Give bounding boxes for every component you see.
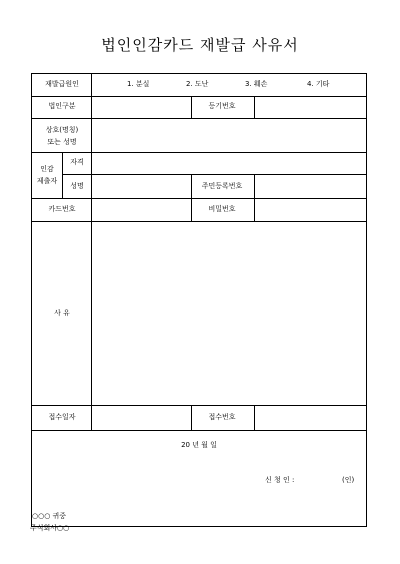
seal-submitter-label-line2: 제출자	[36, 177, 58, 185]
reason-option-damaged: 3. 훼손	[245, 80, 268, 88]
reason-option-other: 4. 기타	[307, 80, 330, 88]
column-divider	[191, 174, 192, 221]
reissue-reason-label: 재발급원인	[45, 80, 79, 88]
seal-submitter-label: 인감	[40, 165, 54, 173]
registration-number-label: 등기번호	[208, 102, 236, 110]
trade-name-label: 상호(명칭)	[45, 126, 79, 134]
column-divider	[254, 405, 255, 430]
corp-type-label: 법인구분	[48, 102, 76, 110]
column-divider	[62, 152, 63, 198]
resident-number-label: 주민등록번호	[201, 182, 243, 190]
reason-option-lost: 1. 분실	[127, 80, 150, 88]
column-divider	[191, 96, 192, 118]
row-divider	[62, 174, 366, 175]
row-divider	[32, 96, 366, 97]
row-divider	[32, 430, 366, 431]
company-name: 주식회사○○	[30, 524, 70, 532]
date-line: 20 년 월 일	[181, 441, 217, 449]
row-divider	[32, 221, 366, 222]
password-label: 비밀번호	[208, 205, 236, 213]
reissue-form-table	[31, 73, 367, 527]
document-title: 법인인감카드 재발급 사유서	[101, 36, 299, 54]
name-label: 성명	[70, 182, 84, 190]
trade-name-label-line2: 또는 성명	[47, 138, 77, 146]
column-divider	[254, 96, 255, 118]
column-divider	[91, 74, 92, 430]
row-divider	[32, 152, 366, 153]
receipt-date-label: 접수일자	[48, 413, 76, 421]
receipt-number-label: 접수번호	[208, 413, 236, 421]
column-divider	[254, 174, 255, 221]
row-divider	[32, 118, 366, 119]
row-divider	[32, 198, 366, 199]
qualification-label: 자격	[70, 158, 84, 166]
applicant-label: 신 청 인 :	[265, 476, 295, 484]
addressee-line: ○○○ 귀중	[32, 512, 67, 520]
seal-mark: (인)	[342, 476, 355, 484]
card-number-label: 카드번호	[48, 205, 76, 213]
reason-option-stolen: 2. 도난	[186, 80, 209, 88]
row-divider	[32, 405, 366, 406]
reason-text-label: 사 유	[54, 309, 70, 317]
column-divider	[191, 405, 192, 430]
